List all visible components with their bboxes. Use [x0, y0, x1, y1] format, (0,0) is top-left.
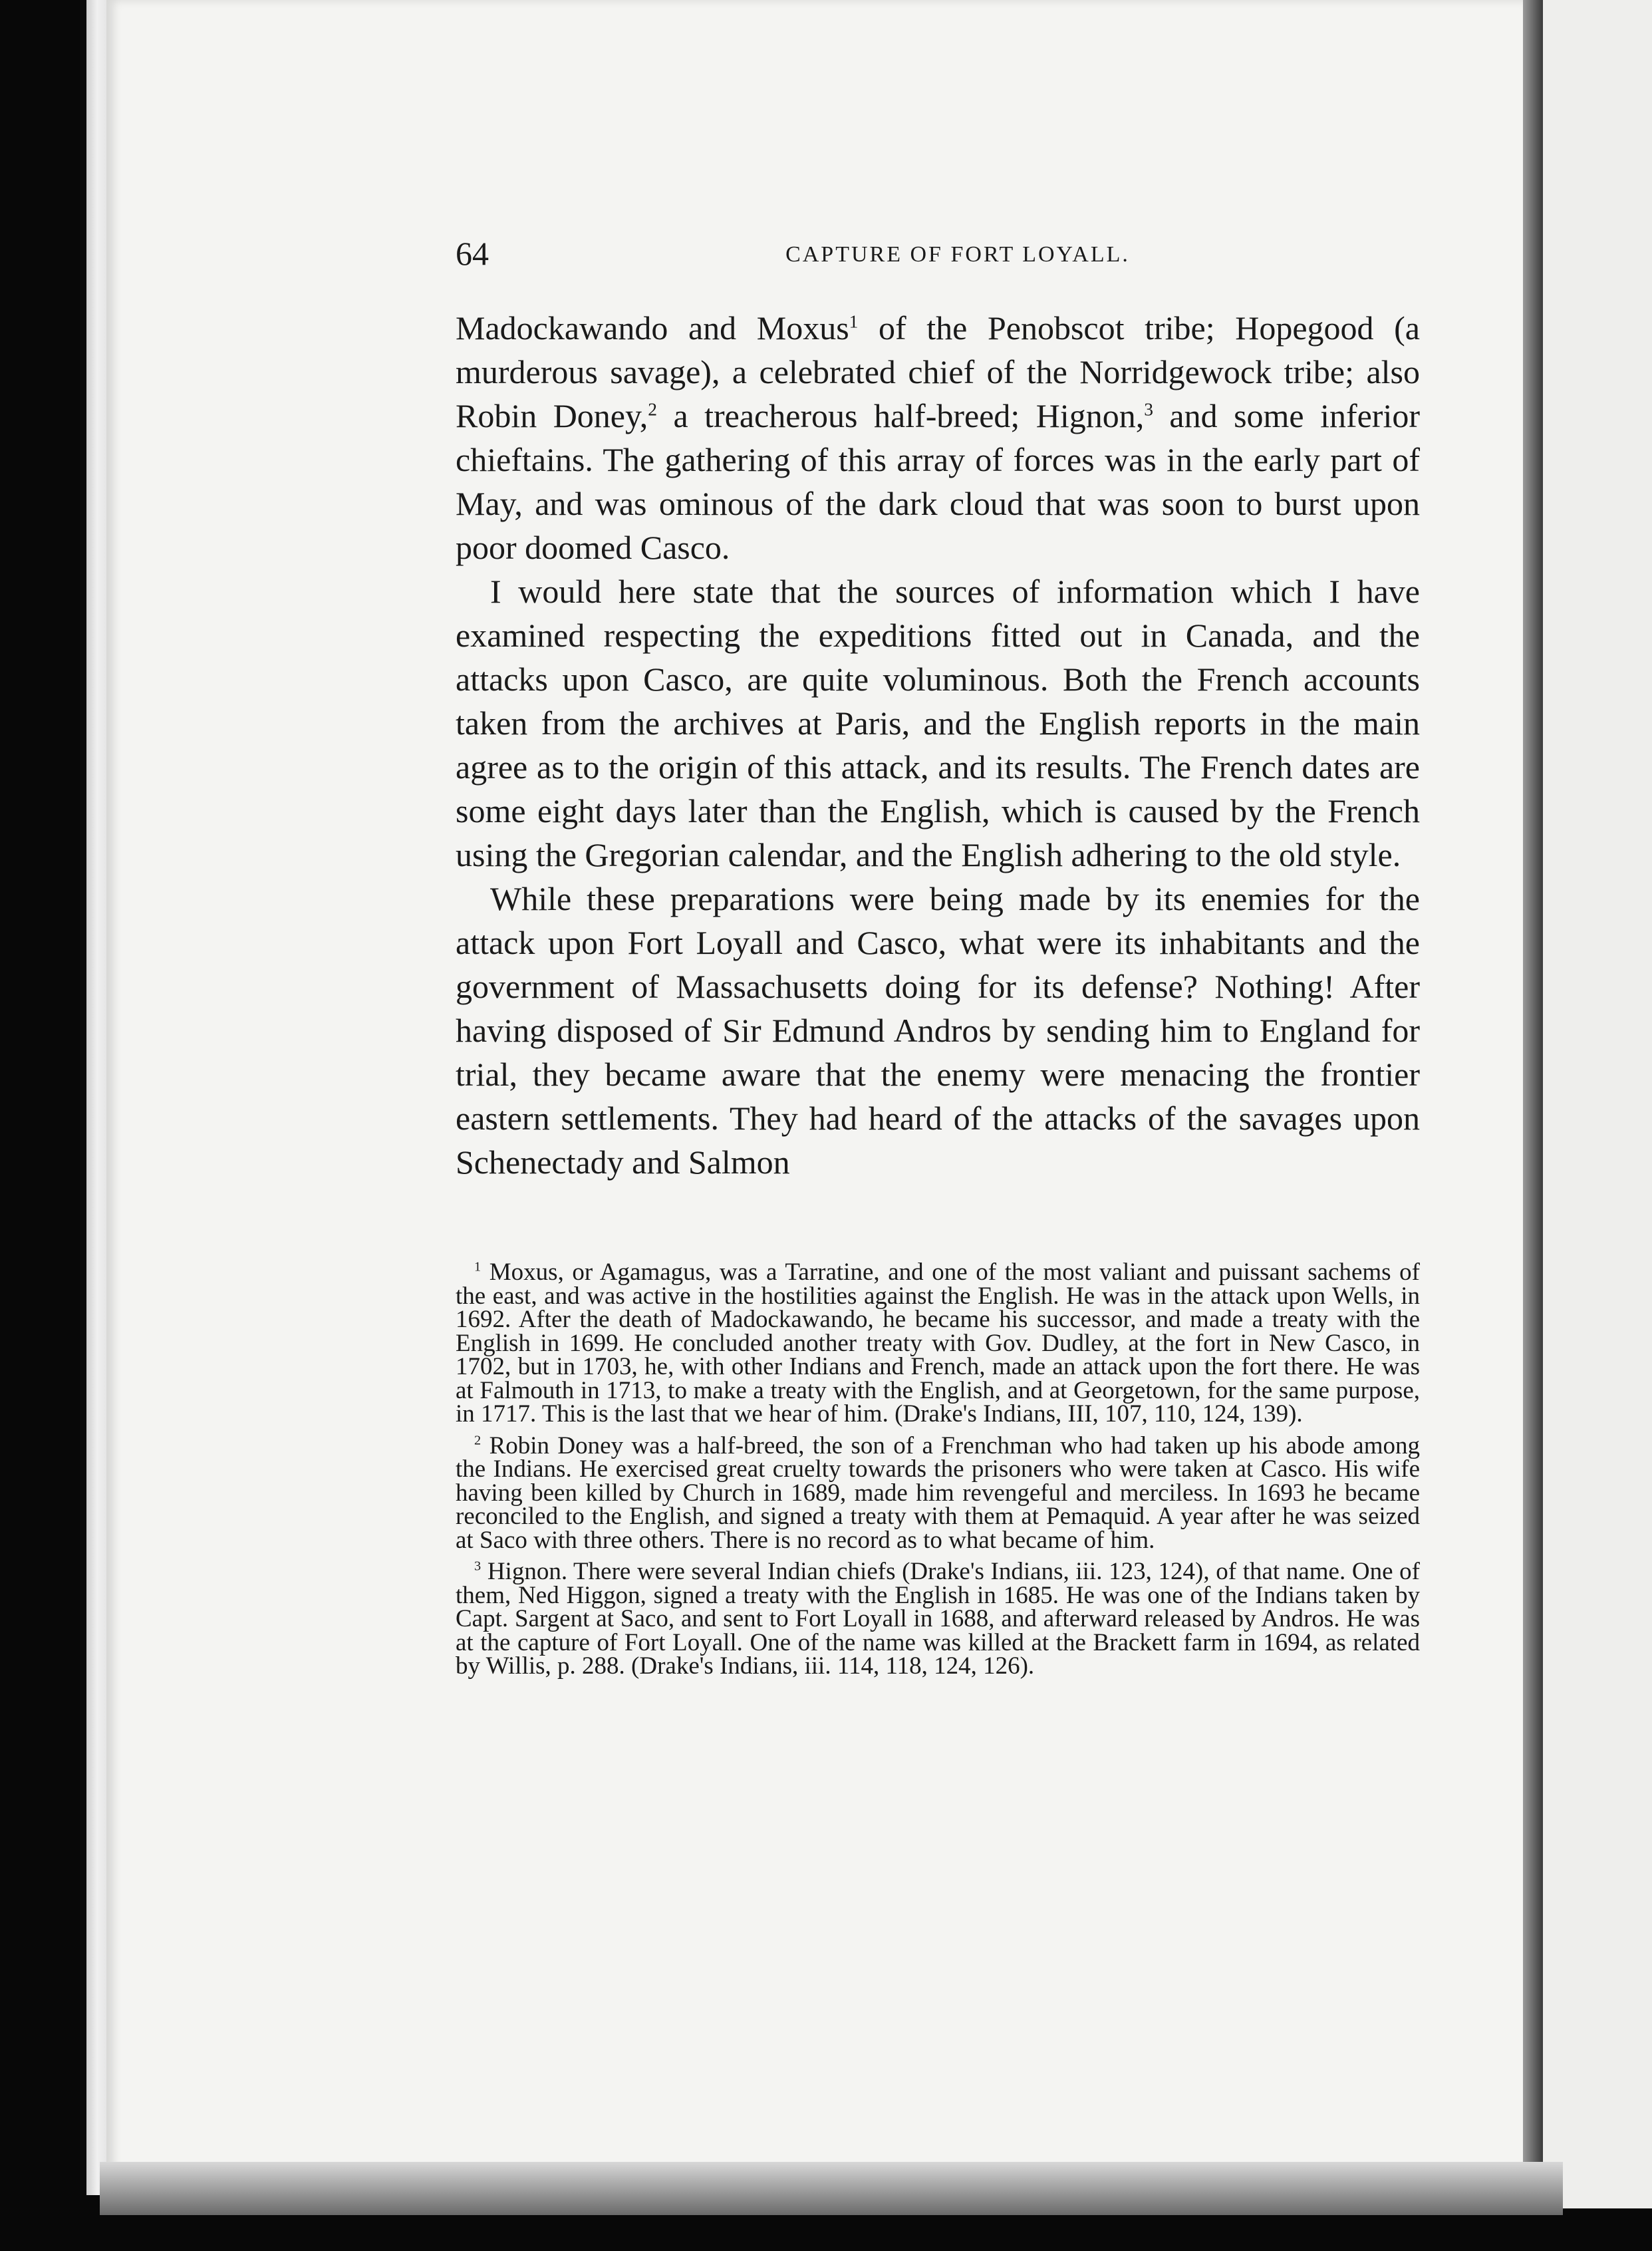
footnote-ref-2: 2: [648, 398, 657, 420]
footnote-marker: 3: [474, 1559, 482, 1574]
running-head: CAPTURE OF FORT LOYALL.: [785, 242, 1130, 267]
paragraph-2: I would here state that the sources of information which I have examined respecting the expeditions fitted out in Canada, and the attacks upon Casco, are quite voluminous. Both the French accounts taken from the archives at Paris, and the English reports in the main agree as to the origin of this attack, and its results. The French dates are some eight days later than the English, which is caused by the French using the Gregorian calendar, and the English adhering to the old style.: [456, 573, 1420, 873]
paragraph-1-text-a: Madockawando and Moxus: [456, 309, 849, 347]
paragraph-1-text-c: a treacherous half-breed; Hignon,: [657, 397, 1145, 434]
footnote-ref-1: 1: [849, 311, 859, 332]
footnote-marker: 1: [474, 1259, 482, 1275]
page-header: [456, 234, 1420, 281]
footnote-1: [456, 1261, 1420, 1426]
footnotes: [456, 1261, 1420, 1686]
paragraph-1-text-d: and some inferior chieftains. The gathering of this array of forces was in the early part of May, and was ominous of the dark cloud that was soon to burst upon poor doomed Casco.: [456, 397, 1420, 566]
paragraph-1-text-b: of the Penobscot tribe; Hopegood (a murderous savage), a celebrated chief of the Norridgewock tribe; also Robin Doney,: [456, 309, 1421, 434]
book-gutter-shadow: [1523, 0, 1543, 2195]
body-text: [456, 306, 1420, 1184]
footnote-text: Hignon. There were several Indian chiefs (Drake's Indians, iii. 123, 124), of that name. One of them, Ned Higgon, signed a treaty with the English in 1685. He was one of the Indians taken by Capt. Sargent at Saco, and sent to Fort Loyall in 1688, and afterward released by Andros. He was at the capture of Fort Loyall. One of the name was killed at the Brackett farm in 1694, as related by Willis, p. 288. (Drake's Indians, iii. 114, 118, 124, 126).: [456, 1558, 1420, 1680]
book-bottom-edge: [100, 2162, 1563, 2215]
footnote-text: Moxus, or Agamagus, was a Tarratine, and one of the most valiant and puissant sachems of the east, and was active in the hostilities against the English. He was in the attack upon Wells, in 1692. After the death of Madockawando, he became his successor, and made a treaty with the English in 1699. He concluded another treaty with Gov. Dudley, at the fort in New Casco, in 1702, but in 1703, he, with other Indians and French, made an attack upon the fort there. He was at Falmouth in 1713, to make a treaty with the English, and at Georgetown, for the same purpose, in 1717. This is the last that we hear of him. (Drake's Indians, III, 107, 110, 124, 139).: [456, 1259, 1420, 1427]
page-number: 64: [456, 235, 489, 272]
footnote-2: [456, 1431, 1420, 1554]
paragraph-1: [456, 306, 1420, 569]
footnote-ref-3: 3: [1144, 398, 1153, 420]
footnote-text: Robin Doney was a half-breed, the son of a Frenchman who had taken up his abode among the Indians. He exercised great cruelty towards the prisoners who were taken at Casco. His wife having been killed by Church in 1689, made him revengeful and merciless. In 1693 he became reconciled to the English, and signed a treaty with them at Pemaquid. A year after he was seized at Saco with three others. There is no record as to what became of him.: [456, 1431, 1420, 1554]
footnote-3: [456, 1560, 1420, 1678]
facing-page-edge: [1543, 0, 1652, 2208]
paragraph-3: While these preparations were being made by its enemies for the attack upon Fort Loyall and Casco, what were its inhabitants and the government of Massachusetts doing for its defense? Nothing! After having disposed of Sir Edmund Andros by sending him to England for trial, they became aware that the enemy were menacing the frontier eastern settlements. They had heard of the attacks of the savages upon Schenectady and Salmon: [456, 880, 1420, 1181]
footnote-marker: 2: [474, 1433, 482, 1448]
